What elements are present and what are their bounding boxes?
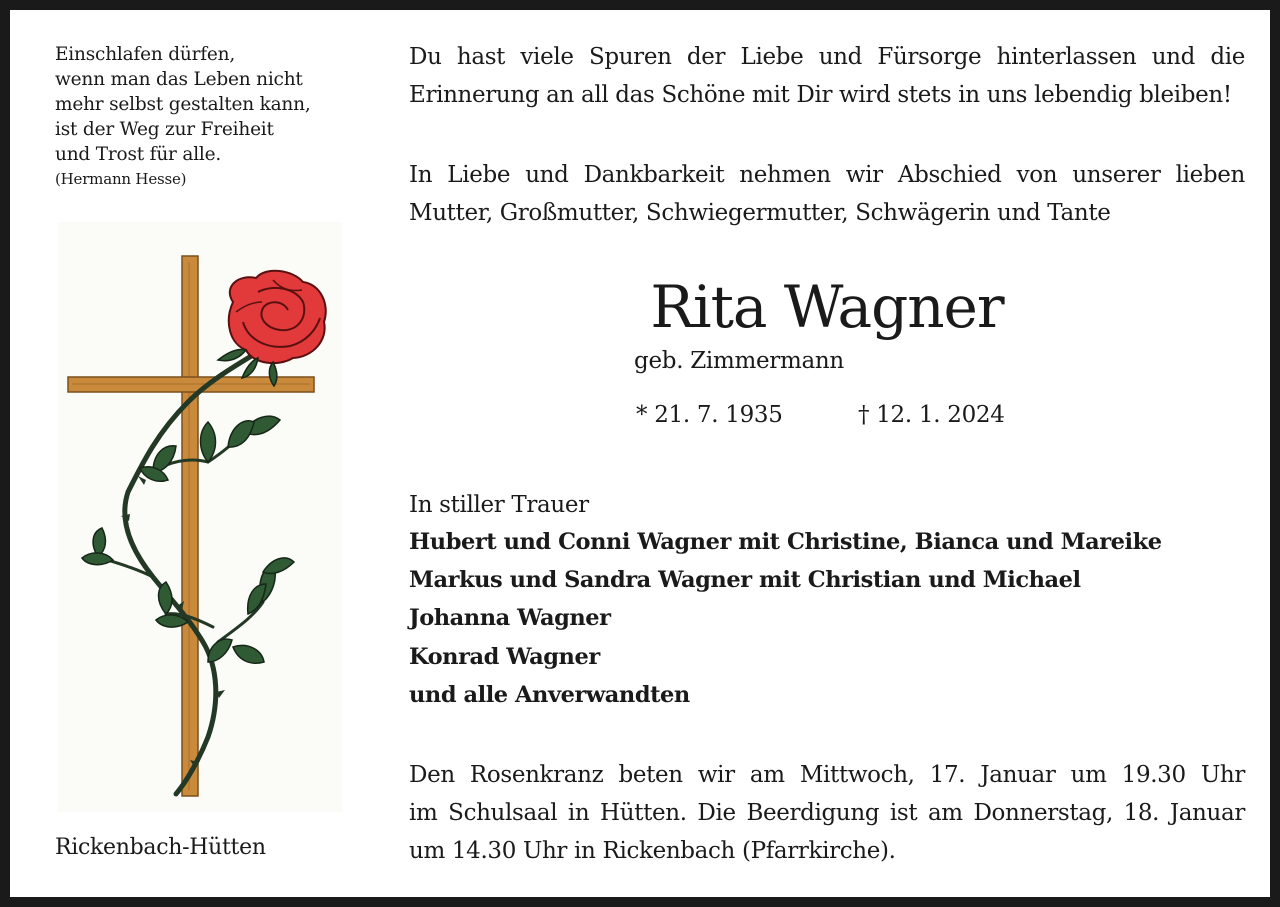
farewell-line: In Liebe und Dankbarkeit nehmen wir Abschied von unserer lieben [409, 162, 1245, 188]
death-date: † 12. 1. 2024 [858, 402, 1005, 428]
mourner-line: und alle Anverwandten [409, 681, 690, 708]
quote-line: und Trost für alle. [55, 144, 222, 165]
service-line: Den Rosenkranz beten wir am Mittwoch, 17. Januar um 19.30 Uhr [409, 762, 1245, 788]
farewell-paragraph [409, 156, 1245, 232]
intro-line: Du hast viele Spuren der Liebe und Fürsorge hinterlassen und die [409, 44, 1245, 70]
birth-date: * 21. 7. 1935 [636, 402, 783, 428]
mourner-line: Johanna Wagner [409, 605, 611, 632]
mourners-list [409, 523, 1162, 714]
quote-line: Einschlafen dürfen, [55, 44, 236, 65]
quote-line: ist der Weg zur Freiheit [55, 119, 274, 140]
maiden-name: geb. Zimmermann [634, 348, 844, 374]
mourner-line: Hubert und Conni Wagner mit Christine, Bianca und Mareike [409, 529, 1162, 555]
quote-line: wenn man das Leben nicht [55, 69, 303, 90]
quote-line: mehr selbst gestalten kann, [55, 94, 311, 115]
cross-with-rose-illustration [58, 222, 342, 812]
deceased-name: Rita Wagner [650, 273, 1004, 341]
service-line: im Schulsaal in Hütten. Die Beerdigung ist am Donnerstag, 18. Januar [409, 800, 1245, 826]
service-line: um 14.30 Uhr in Rickenbach (Pfarrkirche). [409, 838, 896, 864]
farewell-line: Mutter, Großmutter, Schwiegermutter, Schwägerin und Tante [409, 200, 1111, 226]
quote-author: (Hermann Hesse) [55, 170, 187, 188]
place-name: Rickenbach-Hütten [55, 835, 266, 860]
hesse-quote [55, 42, 355, 191]
mourning-intro: In stiller Trauer [409, 492, 589, 518]
mourner-line: Markus und Sandra Wagner mit Christian und Michael [409, 567, 1081, 594]
intro-line: Erinnerung an all das Schöne mit Dir wird stets in uns lebendig bleiben! [409, 82, 1232, 108]
service-paragraph [409, 756, 1245, 870]
intro-paragraph [409, 38, 1245, 114]
mourner-line: Konrad Wagner [409, 643, 600, 670]
